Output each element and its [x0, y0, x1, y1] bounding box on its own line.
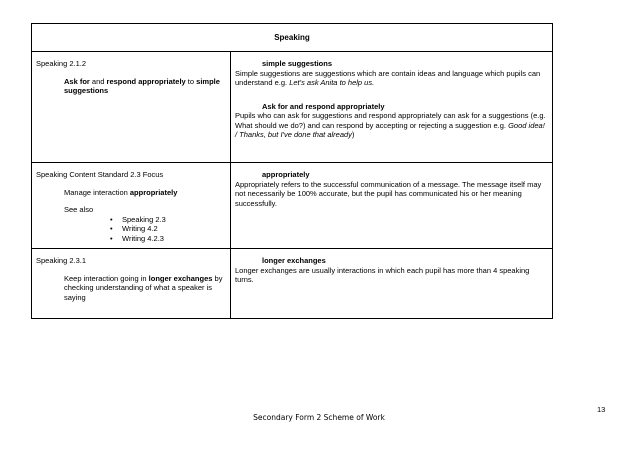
text-fragment: by checking understanding of what a speaker is saying: [64, 273, 223, 302]
keyword-longer-exchanges: longer exchanges: [148, 273, 213, 283]
term-heading: Ask for and respond appropriately: [262, 101, 385, 111]
term-heading: appropriately: [262, 170, 310, 179]
definition-text: ): [351, 130, 355, 139]
text-fragment: and: [89, 76, 107, 86]
notes-cell: [231, 249, 552, 318]
standard-code: Speaking 2.3.1: [36, 256, 87, 265]
term-heading: simple suggestions: [262, 59, 333, 68]
standard-code: Speaking Content Standard 2.3 Focus: [36, 170, 164, 179]
definition-text: Pupils who can ask for suggestions and respond appropriately can ask for a suggestions (e.g. What should we do?) and can respond by accepting or rejecting a suggestion e.g.: [235, 111, 546, 130]
term-definition: Appropriately refers to the successful communication of a message. The message itself may not necessarily be 100% accurate, but the pupil has communicated his or her meaning successfully.: [235, 179, 542, 208]
notes-cell: [231, 52, 552, 162]
table-row: [32, 249, 552, 318]
table-row: [32, 52, 552, 163]
table-row: [32, 163, 552, 249]
standard-text: [64, 188, 227, 198]
standard-cell: [32, 52, 231, 162]
text-fragment: Keep interaction going in: [64, 273, 149, 283]
definition-text: Simple suggestions are suggestions which are contain ideas and language which pupils can understand e.g.: [235, 68, 541, 87]
list-item: • Writing 4.2.3: [122, 234, 227, 244]
page-footer: Secondary Form 2 Scheme of Work: [253, 413, 385, 422]
keyword-simple-suggestions: simple suggestions: [64, 76, 220, 95]
standard-cell: [32, 163, 231, 248]
list-item: • Writing 4.2: [122, 224, 227, 234]
see-also-label: See also: [64, 205, 94, 214]
standard-text: [64, 274, 227, 303]
text-fragment: to: [185, 76, 197, 86]
table-header: Speaking: [32, 24, 552, 52]
term-definition: Longer exchanges are usually interactions in which each pupil has more than 4 speaking turns.: [235, 265, 530, 284]
standard-code: Speaking 2.1.2: [36, 59, 87, 68]
notes-cell: [231, 163, 552, 248]
keyword-appropriately: appropriately: [129, 187, 178, 197]
scheme-table: [31, 23, 553, 319]
standard-text: [64, 77, 227, 96]
keyword-respond-appropriately: respond appropriately: [106, 76, 186, 86]
list-item: • Speaking 2.3: [122, 215, 227, 225]
term-heading: longer exchanges: [262, 256, 326, 265]
example-text: Let's ask Anita to help us.: [289, 78, 375, 87]
keyword-ask-for: Ask for: [64, 76, 90, 86]
example-text: Good idea! / Thanks, but I've done that already: [235, 120, 545, 139]
standard-cell: [32, 249, 231, 318]
page-number: 13: [597, 405, 606, 414]
see-also-list: [64, 215, 227, 244]
text-fragment: Manage interaction: [64, 187, 130, 197]
term-definition: [235, 111, 548, 140]
term-definition: [235, 69, 548, 88]
